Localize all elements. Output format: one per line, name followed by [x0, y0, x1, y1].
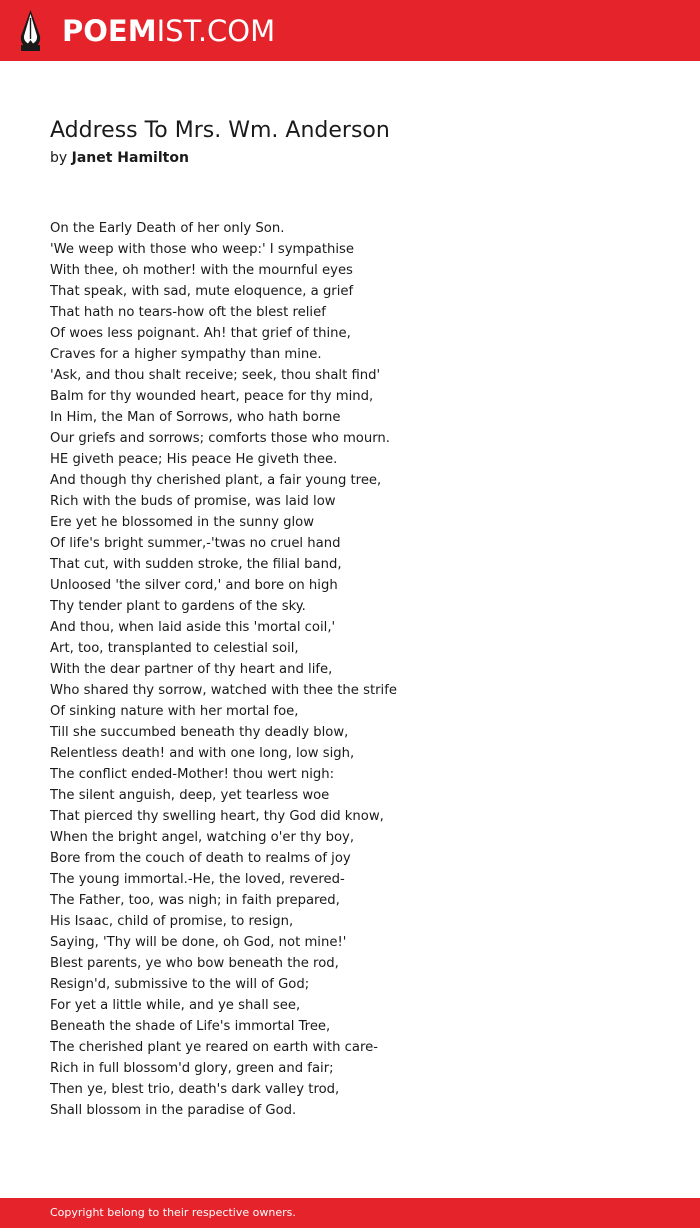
poem-line: Of woes less poignant. Ah! that grief of thine, — [50, 326, 351, 341]
poem-line: And though thy cherished plant, a fair young tree, — [50, 473, 382, 488]
poem-line: In Him, the Man of Sorrows, who hath borne — [50, 410, 341, 425]
poem-line: The conflict ended-Mother! thou wert nigh: — [50, 767, 335, 782]
poem-line: That cut, with sudden stroke, the filial band, — [50, 557, 342, 572]
poem-line: Craves for a higher sympathy than mine. — [50, 347, 322, 362]
poem-line: Unloosed 'the silver cord,' and bore on high — [50, 578, 338, 593]
poem-line: HE giveth peace; His peace He giveth thee. — [50, 452, 338, 467]
poem-line: Beneath the shade of Life's immortal Tree, — [50, 1019, 331, 1034]
poem-line: Thy tender plant to gardens of the sky. — [50, 599, 306, 614]
poem-line: That pierced thy swelling heart, thy God did know, — [50, 809, 384, 824]
poem-line: The cherished plant ye reared on earth with care- — [50, 1040, 378, 1055]
poem-line: When the bright angel, watching o'er thy boy, — [50, 830, 355, 845]
fountain-pen-nib-icon[interactable] — [18, 10, 43, 51]
poem-line: The young immortal.-He, the loved, revered- — [50, 872, 345, 887]
poem-line: And thou, when laid aside this 'mortal coil,' — [50, 620, 336, 635]
poem-line: That speak, with sad, mute eloquence, a grief — [50, 284, 354, 299]
poem-line: Rich with the buds of promise, was laid low — [50, 494, 336, 509]
poem-title: Address To Mrs. Wm. Anderson — [50, 118, 390, 143]
poem-line: Relentless death! and with one long, low sigh, — [50, 746, 355, 761]
author-name: Janet Hamilton — [71, 150, 189, 166]
poem-line: Then ye, blest trio, death's dark valley trod, — [50, 1082, 340, 1097]
byline-prefix: by — [50, 150, 68, 166]
poem-line: Our griefs and sorrows; comforts those who mourn. — [50, 431, 390, 446]
logo-text-bold: POEM — [62, 14, 157, 48]
poem-line: That hath no tears-how oft the blest relief — [50, 305, 326, 320]
poem-line: Saying, 'Thy will be done, oh God, not mine!' — [50, 935, 347, 950]
poem-line: 'Ask, and thou shalt receive; seek, thou shalt find' — [50, 368, 381, 383]
poem-line: Shall blossom in the paradise of God. — [50, 1103, 297, 1118]
poem-line: Balm for thy wounded heart, peace for thy mind, — [50, 389, 374, 404]
poem-line: With thee, oh mother! with the mournful eyes — [50, 263, 353, 278]
poem-line: The Father, too, was nigh; in faith prepared, — [50, 893, 340, 908]
poem-line: Of sinking nature with her mortal foe, — [50, 704, 299, 719]
site-footer — [0, 1198, 700, 1228]
poem-line: Resign'd, submissive to the will of God; — [50, 977, 310, 992]
site-logo[interactable] — [62, 12, 275, 50]
poem-line: His Isaac, child of promise, to resign, — [50, 914, 294, 929]
copyright-notice: Copyright belong to their respective owners. — [50, 1206, 296, 1219]
poem-line: Blest parents, ye who bow beneath the rod, — [50, 956, 339, 971]
poem-line: For yet a little while, and ye shall see, — [50, 998, 301, 1013]
poem-line: On the Early Death of her only Son. — [50, 221, 285, 236]
poem-line: The silent anguish, deep, yet tearless woe — [50, 788, 330, 803]
poem-line: Till she succumbed beneath thy deadly blow, — [50, 725, 349, 740]
poem-line: Bore from the couch of death to realms of joy — [50, 851, 351, 866]
poem-line: Rich in full blossom'd glory, green and fair; — [50, 1061, 334, 1076]
byline — [50, 148, 189, 169]
poem-line: Who shared thy sorrow, watched with thee the strife — [50, 683, 397, 698]
site-header — [0, 0, 700, 61]
poem-body — [50, 218, 670, 1121]
poem-line: 'We weep with those who weep:' I sympathise — [50, 242, 354, 257]
poem-line: Art, too, transplanted to celestial soil, — [50, 641, 299, 656]
poem-line: With the dear partner of thy heart and life, — [50, 662, 333, 677]
poem-line: Of life's bright summer,-'twas no cruel hand — [50, 536, 341, 551]
poem-line: Ere yet he blossomed in the sunny glow — [50, 515, 315, 530]
logo-text-light: IST.COM — [156, 14, 276, 48]
